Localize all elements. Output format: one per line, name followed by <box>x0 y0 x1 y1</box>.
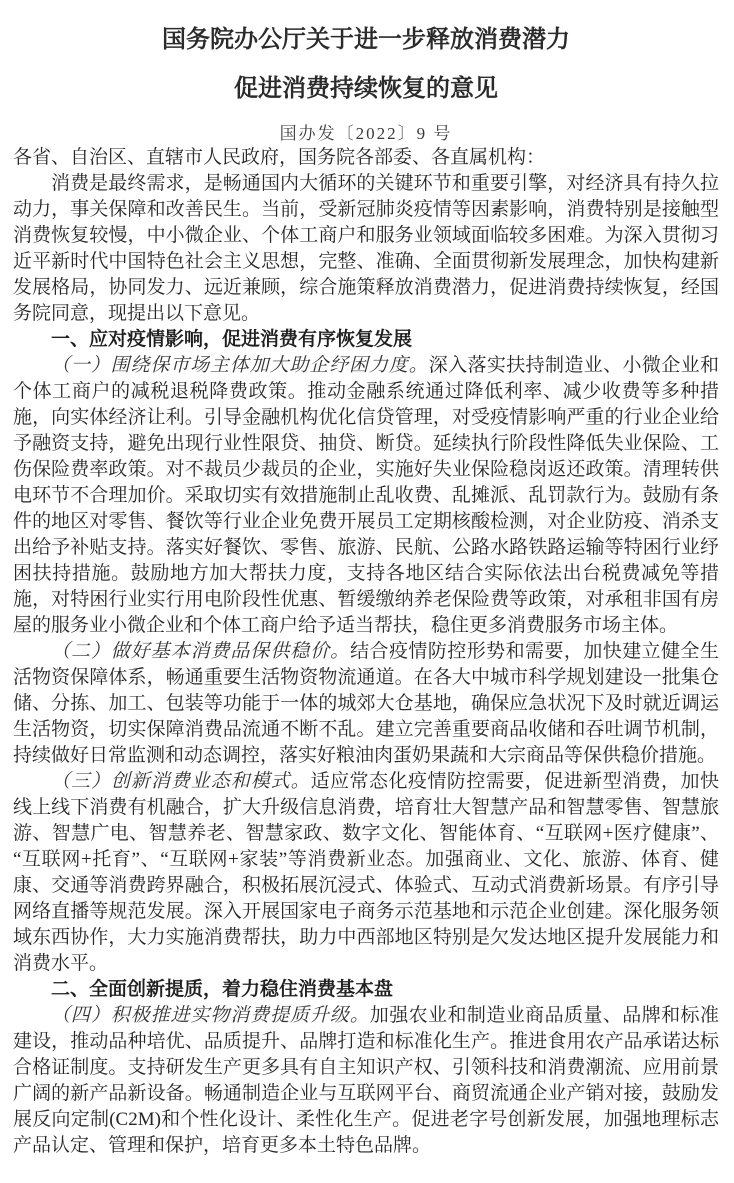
paragraph-3-body: 适应常态化疫情防控需要，促进新型消费，加快线上线下消费有机融合，扩大升级信息消费，培育壮大智慧产品和智慧零售、智慧旅游、智慧广电、智慧养老、智慧家政、数字文化、智能体育、“互联网+医疗健康”、“互联网+托育”、“互联网+家装”等消费新业态。加强商业、文化、旅游、体育、健康、交通等消费跨界融合，积极拓展沉浸式、体验式、互动式消费新场景。有序引导网络直播等规范发展。深入开展国家电子商务示范基地和示范企业创建。深化服务领域东西协作，大力实施消费帮扶，助力中西部地区特别是欠发达地区提升发展能力和消费水平。 <box>13 771 719 974</box>
section-1-paragraph-1 <box>13 353 719 639</box>
intro-paragraph: 消费是最终需求，是畅通国内大循环的关键环节和重要引擎，对经济具有持久拉动力，事关保障和改善民生。当前，受新冠肺炎疫情等因素影响，消费特别是接触型消费恢复较慢，中小微企业、个体工商户和服务业领域面临较多困难。为深入贯彻习近平新时代中国特色社会主义思想，完整、准确、全面贯彻新发展理念，加快构建新发展格局，协同发力、远近兼顾，综合施策释放消费潜力，促进消费持续恢复，经国务院同意，现提出以下意见。 <box>13 173 719 324</box>
doc-title-line-1: 国务院办公厅关于进一步释放消费潜力 <box>162 27 570 53</box>
section-2-heading: 二、全面创新提质，着力稳住消费基本盘 <box>51 979 394 1000</box>
section-1-heading: 一、应对疫情影响，促进消费有序恢复发展 <box>51 329 413 350</box>
section-1-paragraph-3 <box>13 769 719 977</box>
paragraph-4-lead: （四）积极推进实物消费提质升级。 <box>51 1005 370 1026</box>
salutation: 各省、自治区、直辖市人民政府，国务院各部委、各直属机构： <box>13 147 546 168</box>
paragraph-2-body: 结合疫情防控形势和需要，加快建立健全生活物资保障体系，畅通重要生活物资物流通道。在各大中城市科学规划建设一批集仓储、分拣、加工、包装等功能于一体的城郊大仓基地，确保应急状况下及时就近调运生活物资，切实保障消费品流通不断不乱。建立完善重要商品收储和吞吐调节机制，持续做好日常监测和动态调控，落实好粮油肉蛋奶果蔬和大宗商品等保供稳价措施。 <box>13 641 719 766</box>
doc-title <box>13 24 719 105</box>
doc-title-line-2: 促进消费持续恢复的意见 <box>234 76 498 102</box>
section-1-paragraph-2 <box>13 639 719 769</box>
doc-body <box>13 145 719 1159</box>
paragraph-1-lead: （一）围绕保市场主体加大助企纾困力度。 <box>51 355 429 376</box>
paragraph-4-body: 加强农业和制造业商品质量、品牌和标准建设，推动品种培优、品质提升、品牌打造和标准化生产。推进食用农产品承诺达标合格证制度。支持研发生产更多具有自主知识产权、引领科技和消费潮流、应用前景广阔的新产品新设备。畅通制造企业与互联网平台、商贸流通企业产销对接，鼓励发展反向定制(C2M)和个性化设计、柔性化生产。促进老字号创新发展，加强地理标志产品认定、管理和保护，培育更多本土特色品牌。 <box>13 1005 719 1156</box>
paragraph-2-lead: （二）做好基本消费品保供稳价。 <box>51 641 351 662</box>
section-2-paragraph-1 <box>13 1003 719 1159</box>
paragraph-3-lead: （三）创新消费业态和模式。 <box>51 771 311 792</box>
doc-number: 国办发〔2022〕9 号 <box>279 124 453 143</box>
paragraph-1-body: 深入落实扶持制造业、小微企业和个体工商户的减税退税降费政策。推动金融系统通过降低利率、减少收费等多种措施，向实体经济让利。引导金融机构优化信贷管理，对受疫情影响严重的行业企业给予融资支持，避免出现行业性限贷、抽贷、断贷。延续执行阶段性降低失业保险、工伤保险费率政策。对不裁员少裁员的企业，实施好失业保险稳岗返还政策。清理转供电环节不合理加价。采取切实有效措施制止乱收费、乱摊派、乱罚款行为。鼓励有条件的地区对零售、餐饮等行业企业免费开展员工定期核酸检测，对企业防疫、消杀支出给予补贴支持。落实好餐饮、零售、旅游、民航、公路水路铁路运输等特困行业纾困扶持措施。鼓励地方加大帮扶力度，支持各地区结合实际依法出台税费减免等措施，对特困行业实行用电阶段性优惠、暂缓缴纳养老保险费等政策，对承租非国有房屋的服务业小微企业和个体工商户给予适当帮扶，稳住更多消费服务市场主体。 <box>13 355 719 636</box>
